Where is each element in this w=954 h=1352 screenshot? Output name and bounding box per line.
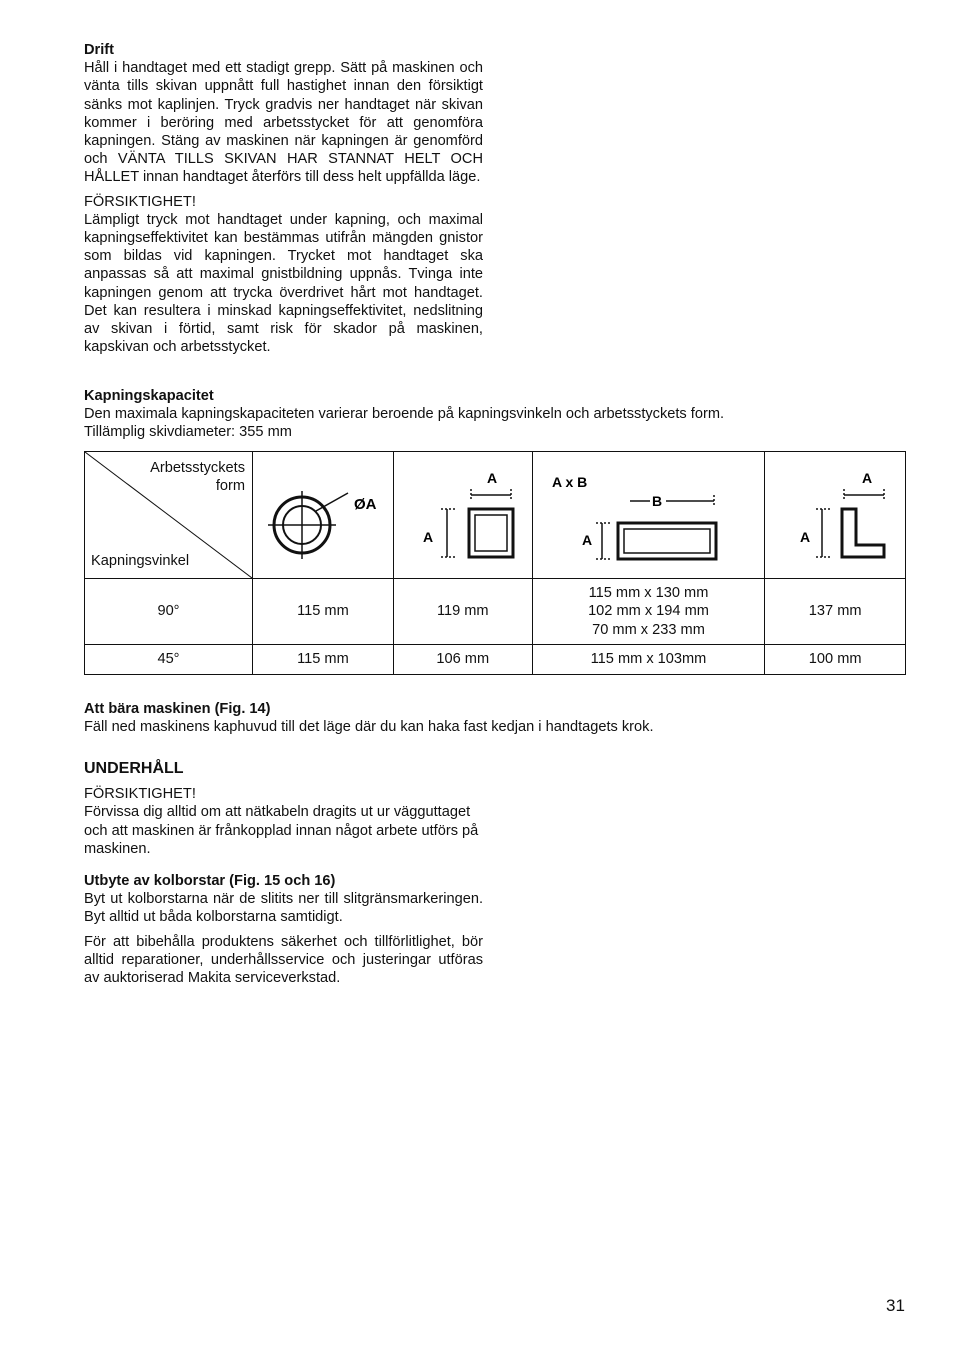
cell-square: 119 mm [393,579,532,645]
rect-label-header: A x B [552,474,588,490]
capacity-table [84,451,906,675]
corner-label-angle: Kapningsvinkel [91,552,190,569]
kapning-line-1: Den maximala kapningskapaciteten varierar beroende på kapningsvinkeln och arbetsstyckets form. [84,406,725,423]
kolborstar-paragraph-2: För att bibehålla produktens säkerhet och tillförlitlighet, bör alltid reparationer, underhållsservice och justeringar utföras av auktoriserad Makita serviceverkstad. [84,933,483,987]
underhall-section [84,760,483,858]
underhall-caution: FÖRSIKTIGHET! [84,786,196,803]
round-shape-cell [253,452,394,579]
corner-label-shape-1: Arbetsstyckets [150,460,245,476]
table-row [85,579,906,645]
cell-angle: 45° [85,645,253,675]
table-corner-cell [85,452,253,579]
drift-section [84,41,483,356]
kolborstar-section [84,872,483,987]
table-header-row [85,452,906,579]
cell-round: 115 mm [253,645,394,675]
drift-heading: Drift [84,42,114,58]
round-bar-icon [258,465,388,565]
kolborstar-heading: Utbyte av kolborstar (Fig. 15 och 16) [84,873,336,889]
square-shape-cell [393,452,532,579]
square-bar-icon [403,465,523,565]
drift-caution: FÖRSIKTIGHET! [84,193,196,210]
drift-caution-paragraph: Lämpligt tryck mot handtaget under kapning, och maximal kapningseffektivitet kan bestämmas utifrån mängden gnistor som bildas vid kapningen. Trycket mot handtaget ska anpassas så att maximal gnistbildning uppnås. Tvinga inte kapningen genom att trycka överdrivet hårt mot handtaget. Det kan resultera i minskad kapningseffektivitet, nedslitning av skivan i förtid, samt risk för skador på maskinen, kapskivan och arbetsstycket. [84,211,483,356]
square-label-top: A [486,470,497,486]
kolborstar-paragraph-1: Byt ut kolborstarna när de slitits ner till slitgränsmarkeringen. Byt alltid ut båda kolborstarna samtidigt. [84,891,483,926]
rect-bar-icon [548,465,748,565]
cell-rect: 115 mm x 103mm [532,645,765,675]
rect-label-b: B [652,493,663,509]
angle-label-side: A [800,529,811,545]
cell-rect-line: 102 mm x 194 mm [588,603,709,620]
cell-angle-bar: 137 mm [765,579,906,645]
angle-bar-icon [780,465,890,565]
kapning-heading: Kapningskapacitet [84,388,214,404]
rect-label-a: A [582,532,593,548]
kapning-line-2: Tillämplig skivdiameter: 355 mm [84,424,292,441]
kapning-section [84,387,906,442]
cell-rect [532,579,765,645]
square-label-side: A [422,529,433,545]
cell-rect-line: 70 mm x 233 mm [592,621,705,638]
page-number: 31 [886,1296,905,1315]
round-label: ØA [353,496,377,513]
bara-heading: Att bära maskinen (Fig. 14) [84,701,271,717]
angle-label-top: A [862,470,873,486]
cell-round: 115 mm [253,579,394,645]
underhall-heading: UNDERHÅLL [84,760,184,777]
bara-text: Fäll ned maskinens kaphuvud till det läge där du kan haka fast kedjan i handtagets krok. [84,719,654,736]
drift-paragraph: Håll i handtaget med ett stadigt grepp. Sätt på maskinen och vänta tills skivan uppnått full hastighet innan den försiktigt sänks mot kaplinjen. Tryck gradvis ner handtaget när skivan kommer i beröring med arbetsstycket för att genomföra kapningen. Stäng av maskinen när kapningen är genomförd och VÄNTA TILLS SKIVAN HAR STANNAT HELT OCH HÅLLET innan handtaget återförs till dess helt uppfällda läge. [84,60,483,186]
rect-shape-cell [532,452,765,579]
corner-label-shape-2: form [215,478,245,495]
table-row [85,645,906,675]
underhall-text: Förvissa dig alltid om att nätkabeln dragits ut ur vägguttaget och att maskinen är frånkopplad innan något arbete utförs på maskinen. [84,804,479,857]
cell-rect-line: 115 mm x 130 mm [588,585,709,602]
cell-square: 106 mm [393,645,532,675]
angle-shape-cell [765,452,906,579]
cell-angle-bar: 100 mm [765,645,906,675]
cell-angle: 90° [85,579,253,645]
bara-section [84,700,906,736]
